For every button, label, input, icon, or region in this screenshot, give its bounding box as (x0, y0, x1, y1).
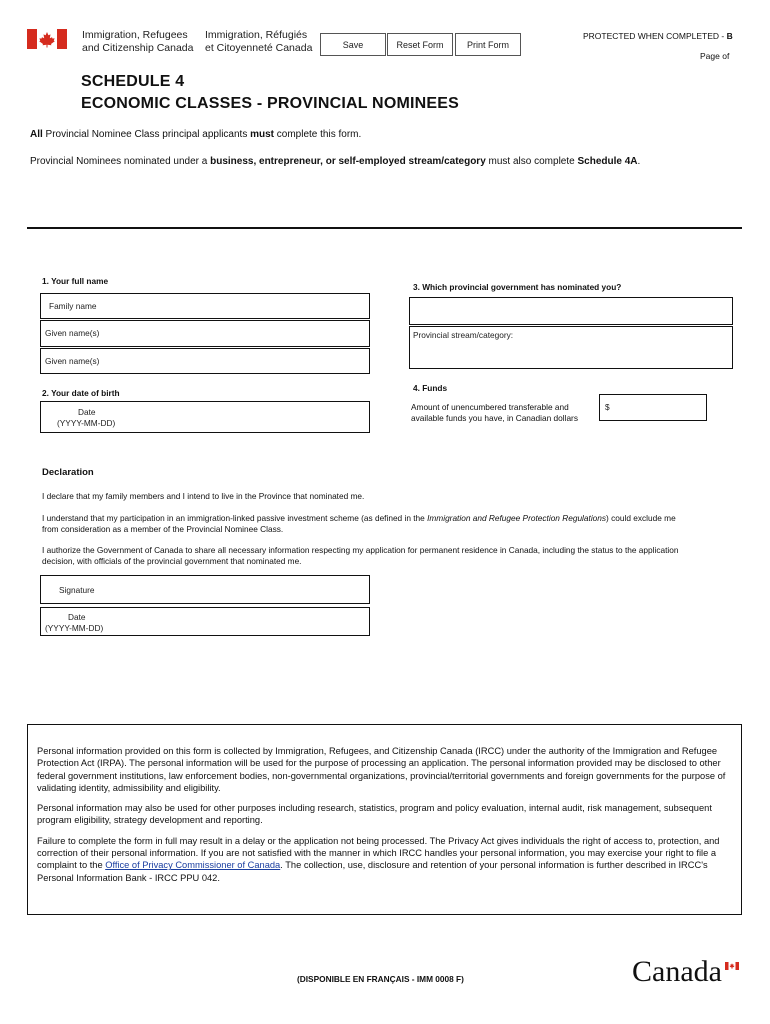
currency-symbol: $ (605, 402, 610, 412)
dept-fr-line1: Immigration, Réfugiés (205, 29, 308, 41)
date-of-birth-field[interactable] (40, 401, 370, 433)
intro-stream-bold: business, entrepreneur, or self-employed stream/category (210, 156, 486, 167)
department-name-english (82, 29, 194, 55)
q2-label: 2. Your date of birth (42, 388, 120, 398)
declaration-p3-line1: I authorize the Government of Canada to share all necessary information respecting my application for permanent residence in Canada, including the status to the application (42, 545, 679, 555)
funds-desc-line1: Amount of unencumbered transferable and (411, 402, 569, 412)
q1-label: 1. Your full name (42, 276, 109, 286)
privacy-notice (27, 724, 742, 915)
intro-p1-end: complete this form. (274, 129, 362, 140)
funds-description (411, 402, 578, 424)
schedule-title: SCHEDULE 4 (81, 73, 185, 90)
provincial-stream-label: Provincial stream/category: (413, 330, 514, 340)
privacy-p3-end: . The collection, use, disclosure and retention of your personal information is further described in IRCC's Personal Information Bank - IRCC PPU 042. (37, 860, 708, 883)
declaration-p2-italic: Immigration and Refugee Protection Regulations (427, 513, 607, 523)
signature-field[interactable] (40, 575, 370, 604)
intro-schedule-4a: Schedule 4A (577, 156, 638, 167)
intro-paragraph-1 (30, 129, 361, 140)
form-code: (DISPONIBLE EN FRANÇAIS - IMM 0008 F) (297, 974, 464, 984)
declaration-p3-line2: decision, with officials of the provincial government that nominated me. (42, 556, 302, 566)
funds-desc-line2: available funds you have, in Canadian dollars (411, 413, 578, 423)
declaration-p2-line2: from consideration as a member of the Provincial Nominee Class. (42, 524, 284, 534)
province-field[interactable] (409, 297, 733, 325)
q4-label: 4. Funds (413, 383, 448, 393)
privacy-paragraph-3 (37, 835, 731, 884)
given-names-label-1: Given name(s) (45, 328, 100, 338)
privacy-paragraph-2: Personal information may also be used for other purposes including research, statistics, program and policy evaluation, internal audit, risk management, subsequent program eligibility, strategy development and reporting. (37, 803, 712, 826)
intro-p2-text: Provincial Nominees nominated under a (30, 156, 211, 167)
given-names-label-2: Given name(s) (45, 356, 100, 366)
given-names-field-1[interactable] (40, 320, 370, 347)
intro-must: must (250, 129, 275, 140)
wordmark-flag-icon (725, 962, 739, 970)
canada-wordmark: Canada (632, 955, 722, 988)
print-form-button[interactable]: Print Form (455, 33, 521, 56)
family-name-label: Family name (49, 301, 97, 311)
section-divider (27, 227, 742, 229)
declaration-p2 (42, 513, 732, 535)
intro-p1-text: Provincial Nominee Class principal applicants (42, 129, 251, 140)
declaration-p1: I declare that my family members and I intend to live in the Province that nominated me. (42, 491, 365, 501)
funds-amount-field[interactable] (599, 394, 707, 421)
dept-en-line1: Immigration, Refugees (82, 29, 188, 41)
reset-form-button[interactable]: Reset Form (387, 33, 453, 56)
declaration-title: Declaration (42, 467, 94, 478)
canada-flag-icon (27, 29, 67, 49)
intro-all: All (30, 129, 43, 140)
dob-date-label: Date (78, 407, 96, 417)
department-name-french (205, 29, 312, 55)
dept-en-line2: and Citizenship Canada (82, 42, 194, 54)
protected-label (583, 31, 733, 41)
intro-paragraph-2 (30, 156, 640, 167)
q3-label: 3. Which provincial government has nominated you? (413, 282, 622, 292)
privacy-paragraph-1: Personal information provided on this form is collected by Immigration, Refugees, and Citizenship Canada (IRCC) under the authority of the Immigration and Refugee Protection Act (IRPA). The personal information will be used for the purpose of processing an application. The personal information provided may be disclosed to other federal government institutions, law enforcement bodies, non-governmental organizations, provincial/territorial governments and foreign governments for the purpose of validating identity, admissibility and eligibility. (37, 746, 726, 793)
declaration-date-field[interactable] (40, 607, 370, 636)
provincial-stream-field[interactable] (409, 326, 733, 369)
privacy-p3-text: Failure to complete the form in full may result in a delay or the application not being processed. The Privacy Act gives individuals the right of access to, protection, and correction of their personal information. If you are not satisfied with the manner in which IRCC handles your personal information, you may exercise your right to file a complaint to the (37, 835, 720, 871)
declaration-p2-text: I understand that my participation in an immigration-linked passive investment scheme (as defined in the (42, 513, 428, 523)
page-of: Page of (700, 51, 730, 61)
intro-p2-end: . (637, 156, 641, 167)
form-title: ECONOMIC CLASSES - PROVINCIAL NOMINEES (81, 95, 460, 112)
declaration-date-label: Date (68, 612, 86, 622)
signature-label: Signature (59, 585, 95, 595)
protected-level: B (726, 31, 733, 41)
save-button[interactable]: Save (320, 33, 386, 56)
family-name-field[interactable] (40, 293, 370, 319)
declaration-p3 (42, 545, 742, 567)
protected-text: PROTECTED WHEN COMPLETED - (583, 31, 727, 41)
privacy-commissioner-link[interactable]: Office of Privacy Commissioner of Canada (105, 860, 281, 871)
declaration-date-format: (YYYY-MM-DD) (45, 623, 104, 633)
declaration-p2-end: ) could exclude me (606, 513, 676, 523)
given-names-field-2[interactable] (40, 348, 370, 374)
dept-fr-line2: et Citoyenneté Canada (205, 42, 313, 54)
dob-format-label: (YYYY-MM-DD) (57, 418, 116, 428)
intro-p2-mid: must also complete (485, 156, 578, 167)
